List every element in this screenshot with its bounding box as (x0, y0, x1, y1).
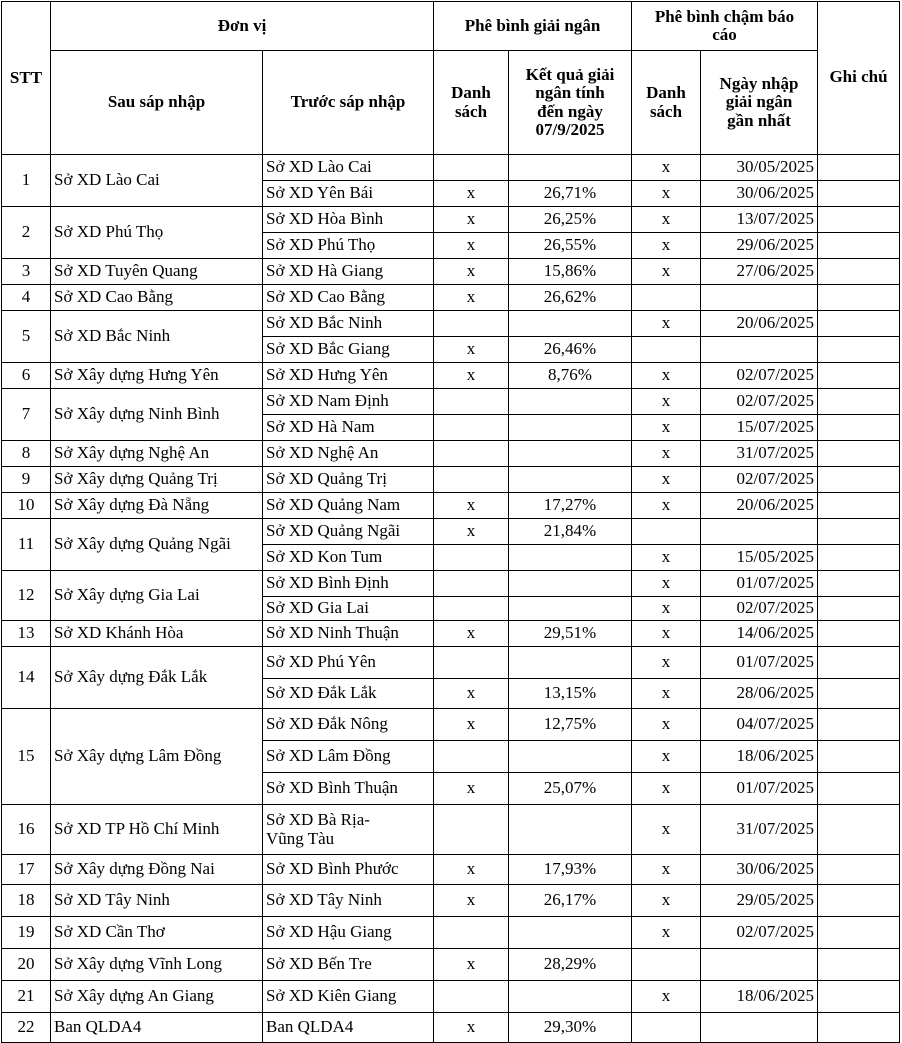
disbursement-list-mark (434, 597, 509, 621)
disbursement-result-cell: 26,17% (509, 885, 632, 917)
disbursement-result-cell: 13,15% (509, 679, 632, 709)
unit-before-merge-cell: Sở XD Yên Bái (263, 181, 434, 207)
disbursement-result-cell (509, 545, 632, 571)
disbursement-list-mark (434, 805, 509, 855)
stt-cell: 13 (2, 621, 51, 647)
unit-before-merge-cell: Sở XD Ninh Thuận (263, 621, 434, 647)
unit-before-merge-cell: Sở XD Bến Tre (263, 949, 434, 981)
table-body (2, 155, 900, 1043)
stt-cell: 19 (2, 917, 51, 949)
late-report-list-mark (632, 949, 701, 981)
disbursement-result-cell: 17,93% (509, 855, 632, 885)
last-entry-date-cell: 30/06/2025 (701, 855, 818, 885)
unit-before-merge-cell: Sở XD Đắk Lắk (263, 679, 434, 709)
stt-cell: 7 (2, 389, 51, 441)
unit-before-merge-cell: Sở XD Quảng Ngãi (263, 519, 434, 545)
stt-cell: 17 (2, 855, 51, 885)
late-report-list-mark: x (632, 709, 701, 741)
note-cell (818, 519, 900, 545)
note-cell (818, 181, 900, 207)
unit-after-merge-cell: Sở Xây dựng Quảng Ngãi (51, 519, 263, 571)
disbursement-list-mark: x (434, 181, 509, 207)
disbursement-list-mark (434, 741, 509, 773)
disbursement-list-mark (434, 545, 509, 571)
header-phe-binh-cham-bao-cao: Phê bình chậm báo cáo (632, 2, 818, 51)
unit-after-merge-cell: Sở Xây dựng Hưng Yên (51, 363, 263, 389)
note-cell (818, 337, 900, 363)
unit-after-merge-cell: Ban QLDA4 (51, 1013, 263, 1043)
disbursement-result-cell: 12,75% (509, 709, 632, 741)
unit-after-merge-cell: Sở XD Bắc Ninh (51, 311, 263, 363)
last-entry-date-cell: 20/06/2025 (701, 493, 818, 519)
unit-after-merge-cell: Sở Xây dựng Đắk Lắk (51, 647, 263, 709)
unit-after-merge-cell: Sở XD TP Hồ Chí Minh (51, 805, 263, 855)
unit-after-merge-cell: Sở Xây dựng Ninh Bình (51, 389, 263, 441)
disbursement-result-cell (509, 597, 632, 621)
disbursement-result-cell (509, 155, 632, 181)
disbursement-list-mark: x (434, 363, 509, 389)
unit-after-merge-cell: Sở Xây dựng Vĩnh Long (51, 949, 263, 981)
header-ngay-nhap: Ngày nhập giải ngân gần nhất (701, 51, 818, 155)
unit-before-merge-cell: Sở XD Hà Nam (263, 415, 434, 441)
last-entry-date-cell: 27/06/2025 (701, 259, 818, 285)
disbursement-list-mark: x (434, 949, 509, 981)
last-entry-date-cell: 02/07/2025 (701, 467, 818, 493)
note-cell (818, 571, 900, 597)
late-report-list-mark: x (632, 597, 701, 621)
stt-cell: 15 (2, 709, 51, 805)
note-cell (818, 981, 900, 1013)
table-row (2, 285, 900, 311)
note-cell (818, 207, 900, 233)
note-cell (818, 1013, 900, 1043)
unit-after-merge-cell: Sở Xây dựng Đồng Nai (51, 855, 263, 885)
disbursement-list-mark (434, 647, 509, 679)
last-entry-date-cell: 01/07/2025 (701, 647, 818, 679)
note-cell (818, 285, 900, 311)
unit-before-merge-cell: Sở XD Bình Định (263, 571, 434, 597)
last-entry-date-cell (701, 1013, 818, 1043)
disbursement-result-cell (509, 415, 632, 441)
note-cell (818, 855, 900, 885)
disbursement-list-mark: x (434, 773, 509, 805)
stt-cell: 22 (2, 1013, 51, 1043)
table-row (2, 949, 900, 981)
unit-before-merge-cell: Sở XD Lâm Đồng (263, 741, 434, 773)
unit-before-merge-cell: Sở XD Tây Ninh (263, 885, 434, 917)
last-entry-date-cell: 15/05/2025 (701, 545, 818, 571)
disbursement-result-cell: 29,30% (509, 1013, 632, 1043)
header-don-vi: Đơn vị (51, 2, 434, 51)
late-report-list-mark: x (632, 805, 701, 855)
table-row (2, 441, 900, 467)
table-row (2, 467, 900, 493)
late-report-list-mark: x (632, 155, 701, 181)
last-entry-date-cell: 02/07/2025 (701, 389, 818, 415)
disbursement-list-mark (434, 155, 509, 181)
header-sau-sap-nhap: Sau sáp nhập (51, 51, 263, 155)
disbursement-result-cell: 26,55% (509, 233, 632, 259)
last-entry-date-cell: 02/07/2025 (701, 363, 818, 389)
unit-before-merge-cell: Sở XD Hưng Yên (263, 363, 434, 389)
table-row (2, 855, 900, 885)
note-cell (818, 389, 900, 415)
disbursement-list-mark: x (434, 233, 509, 259)
table-row (2, 259, 900, 285)
stt-cell: 9 (2, 467, 51, 493)
unit-before-merge-cell: Sở XD Kiên Giang (263, 981, 434, 1013)
unit-before-merge-cell: Sở XD Bà Rịa- Vũng Tàu (263, 805, 434, 855)
note-cell (818, 363, 900, 389)
unit-before-merge-cell: Sở XD Hòa Bình (263, 207, 434, 233)
late-report-list-mark: x (632, 441, 701, 467)
late-report-list-mark: x (632, 571, 701, 597)
note-cell (818, 917, 900, 949)
disbursement-list-mark (434, 981, 509, 1013)
disbursement-list-mark (434, 389, 509, 415)
stt-cell: 6 (2, 363, 51, 389)
stt-cell: 11 (2, 519, 51, 571)
unit-before-merge-cell: Sở XD Phú Thọ (263, 233, 434, 259)
late-report-list-mark: x (632, 207, 701, 233)
last-entry-date-cell: 01/07/2025 (701, 773, 818, 805)
disbursement-result-cell (509, 571, 632, 597)
note-cell (818, 233, 900, 259)
unit-before-merge-cell: Sở XD Cao Bằng (263, 285, 434, 311)
disbursement-list-mark: x (434, 493, 509, 519)
note-cell (818, 647, 900, 679)
last-entry-date-cell: 28/06/2025 (701, 679, 818, 709)
unit-after-merge-cell: Sở XD Khánh Hòa (51, 621, 263, 647)
unit-after-merge-cell: Sở Xây dựng Lâm Đồng (51, 709, 263, 805)
late-report-list-mark: x (632, 679, 701, 709)
last-entry-date-cell: 13/07/2025 (701, 207, 818, 233)
disbursement-table (1, 1, 900, 1043)
note-cell (818, 597, 900, 621)
table-row (2, 155, 900, 181)
disbursement-list-mark (434, 311, 509, 337)
late-report-list-mark: x (632, 741, 701, 773)
last-entry-date-cell (701, 337, 818, 363)
table-row (2, 493, 900, 519)
disbursement-result-cell (509, 981, 632, 1013)
note-cell (818, 545, 900, 571)
disbursement-result-cell (509, 647, 632, 679)
last-entry-date-cell (701, 285, 818, 311)
note-cell (818, 621, 900, 647)
disbursement-list-mark: x (434, 259, 509, 285)
last-entry-date-cell: 18/06/2025 (701, 981, 818, 1013)
disbursement-list-mark (434, 467, 509, 493)
unit-after-merge-cell: Sở XD Tây Ninh (51, 885, 263, 917)
last-entry-date-cell: 02/07/2025 (701, 917, 818, 949)
disbursement-list-mark: x (434, 337, 509, 363)
header-phe-binh-giai-ngan: Phê bình giải ngân (434, 2, 632, 51)
unit-after-merge-cell: Sở XD Cao Bằng (51, 285, 263, 311)
note-cell (818, 259, 900, 285)
table-row (2, 981, 900, 1013)
unit-after-merge-cell: Sở XD Tuyên Quang (51, 259, 263, 285)
table-row (2, 207, 900, 233)
unit-before-merge-cell: Sở XD Nghệ An (263, 441, 434, 467)
last-entry-date-cell: 15/07/2025 (701, 415, 818, 441)
disbursement-result-cell: 26,46% (509, 337, 632, 363)
disbursement-result-cell (509, 917, 632, 949)
late-report-list-mark: x (632, 885, 701, 917)
note-cell (818, 493, 900, 519)
table-row (2, 917, 900, 949)
stt-cell: 3 (2, 259, 51, 285)
unit-before-merge-cell: Sở XD Bình Thuận (263, 773, 434, 805)
header-truoc-sap-nhap: Trước sáp nhập (263, 51, 434, 155)
stt-cell: 1 (2, 155, 51, 207)
late-report-list-mark (632, 285, 701, 311)
unit-before-merge-cell: Sở XD Bắc Ninh (263, 311, 434, 337)
late-report-list-mark: x (632, 363, 701, 389)
late-report-list-mark (632, 1013, 701, 1043)
unit-before-merge-cell: Sở XD Quảng Nam (263, 493, 434, 519)
last-entry-date-cell (701, 949, 818, 981)
last-entry-date-cell: 29/05/2025 (701, 885, 818, 917)
unit-before-merge-cell: Ban QLDA4 (263, 1013, 434, 1043)
stt-cell: 21 (2, 981, 51, 1013)
late-report-list-mark: x (632, 545, 701, 571)
stt-cell: 4 (2, 285, 51, 311)
header-danh-sach: Danh sách (434, 51, 509, 155)
unit-after-merge-cell: Sở Xây dựng Nghệ An (51, 441, 263, 467)
disbursement-list-mark (434, 415, 509, 441)
disbursement-result-cell: 26,62% (509, 285, 632, 311)
unit-before-merge-cell: Sở XD Phú Yên (263, 647, 434, 679)
table-row (2, 805, 900, 855)
unit-before-merge-cell: Sở XD Hà Giang (263, 259, 434, 285)
unit-after-merge-cell: Sở Xây dựng Gia Lai (51, 571, 263, 621)
disbursement-list-mark: x (434, 709, 509, 741)
unit-before-merge-cell: Sở XD Kon Tum (263, 545, 434, 571)
stt-cell: 2 (2, 207, 51, 259)
header-danh-sach-cham: Danh sách (632, 51, 701, 155)
note-cell (818, 805, 900, 855)
disbursement-result-cell: 26,25% (509, 207, 632, 233)
note-cell (818, 709, 900, 741)
last-entry-date-cell: 02/07/2025 (701, 597, 818, 621)
last-entry-date-cell: 29/06/2025 (701, 233, 818, 259)
unit-before-merge-cell: Sở XD Hậu Giang (263, 917, 434, 949)
note-cell (818, 441, 900, 467)
disbursement-result-cell (509, 467, 632, 493)
late-report-list-mark: x (632, 981, 701, 1013)
header-stt: STT (2, 2, 51, 155)
disbursement-list-mark: x (434, 855, 509, 885)
disbursement-result-cell: 21,84% (509, 519, 632, 545)
note-cell (818, 949, 900, 981)
late-report-list-mark: x (632, 389, 701, 415)
unit-after-merge-cell: Sở Xây dựng Đà Nẵng (51, 493, 263, 519)
disbursement-result-cell: 25,07% (509, 773, 632, 805)
unit-after-merge-cell: Sở Xây dựng An Giang (51, 981, 263, 1013)
stt-cell: 14 (2, 647, 51, 709)
disbursement-result-cell: 8,76% (509, 363, 632, 389)
disbursement-list-mark: x (434, 1013, 509, 1043)
unit-after-merge-cell: Sở Xây dựng Quảng Trị (51, 467, 263, 493)
unit-after-merge-cell: Sở XD Lào Cai (51, 155, 263, 207)
late-report-list-mark (632, 337, 701, 363)
table-row (2, 389, 900, 415)
table-row (2, 885, 900, 917)
unit-before-merge-cell: Sở XD Đắk Nông (263, 709, 434, 741)
late-report-list-mark: x (632, 621, 701, 647)
late-report-list-mark: x (632, 181, 701, 207)
stt-cell: 16 (2, 805, 51, 855)
stt-cell: 18 (2, 885, 51, 917)
disbursement-list-mark: x (434, 207, 509, 233)
unit-after-merge-cell: Sở XD Cần Thơ (51, 917, 263, 949)
note-cell (818, 155, 900, 181)
last-entry-date-cell (701, 519, 818, 545)
header-ket-qua-giai-ngan: Kết quả giải ngân tính đến ngày 07/9/2025 (509, 51, 632, 155)
late-report-list-mark: x (632, 259, 701, 285)
disbursement-result-cell: 29,51% (509, 621, 632, 647)
late-report-list-mark (632, 519, 701, 545)
unit-before-merge-cell: Sở XD Nam Định (263, 389, 434, 415)
table-row (2, 1013, 900, 1043)
late-report-list-mark: x (632, 917, 701, 949)
late-report-list-mark: x (632, 415, 701, 441)
table-row (2, 621, 900, 647)
disbursement-result-cell (509, 441, 632, 467)
note-cell (818, 741, 900, 773)
unit-before-merge-cell: Sở XD Bình Phước (263, 855, 434, 885)
note-cell (818, 679, 900, 709)
table-row (2, 709, 900, 741)
stt-cell: 8 (2, 441, 51, 467)
stt-cell: 20 (2, 949, 51, 981)
late-report-list-mark: x (632, 467, 701, 493)
last-entry-date-cell: 20/06/2025 (701, 311, 818, 337)
disbursement-result-cell (509, 311, 632, 337)
last-entry-date-cell: 01/07/2025 (701, 571, 818, 597)
table-row (2, 571, 900, 597)
note-cell (818, 885, 900, 917)
disbursement-result-cell: 17,27% (509, 493, 632, 519)
disbursement-result-cell (509, 389, 632, 415)
disbursement-list-mark: x (434, 679, 509, 709)
late-report-list-mark: x (632, 855, 701, 885)
disbursement-list-mark: x (434, 285, 509, 311)
disbursement-result-cell: 15,86% (509, 259, 632, 285)
disbursement-result-cell: 28,29% (509, 949, 632, 981)
last-entry-date-cell: 30/05/2025 (701, 155, 818, 181)
disbursement-list-mark (434, 441, 509, 467)
last-entry-date-cell: 14/06/2025 (701, 621, 818, 647)
stt-cell: 5 (2, 311, 51, 363)
table-row (2, 647, 900, 679)
late-report-list-mark: x (632, 311, 701, 337)
disbursement-list-mark (434, 917, 509, 949)
disbursement-list-mark (434, 571, 509, 597)
late-report-list-mark: x (632, 773, 701, 805)
disbursement-result-cell: 26,71% (509, 181, 632, 207)
late-report-list-mark: x (632, 493, 701, 519)
note-cell (818, 773, 900, 805)
stt-cell: 12 (2, 571, 51, 621)
table-row (2, 519, 900, 545)
unit-before-merge-cell: Sở XD Quảng Trị (263, 467, 434, 493)
unit-after-merge-cell: Sở XD Phú Thọ (51, 207, 263, 259)
note-cell (818, 311, 900, 337)
last-entry-date-cell: 30/06/2025 (701, 181, 818, 207)
disbursement-list-mark: x (434, 621, 509, 647)
unit-before-merge-cell: Sở XD Gia Lai (263, 597, 434, 621)
unit-before-merge-cell: Sở XD Bắc Giang (263, 337, 434, 363)
table-row (2, 363, 900, 389)
last-entry-date-cell: 31/07/2025 (701, 441, 818, 467)
late-report-list-mark: x (632, 233, 701, 259)
stt-cell: 10 (2, 493, 51, 519)
disbursement-result-cell (509, 805, 632, 855)
late-report-list-mark: x (632, 647, 701, 679)
last-entry-date-cell: 18/06/2025 (701, 741, 818, 773)
note-cell (818, 467, 900, 493)
last-entry-date-cell: 31/07/2025 (701, 805, 818, 855)
header-ghi-chu: Ghi chú (818, 2, 900, 155)
unit-before-merge-cell: Sở XD Lào Cai (263, 155, 434, 181)
table-row (2, 311, 900, 337)
note-cell (818, 415, 900, 441)
disbursement-list-mark: x (434, 885, 509, 917)
disbursement-list-mark: x (434, 519, 509, 545)
last-entry-date-cell: 04/07/2025 (701, 709, 818, 741)
disbursement-result-cell (509, 741, 632, 773)
